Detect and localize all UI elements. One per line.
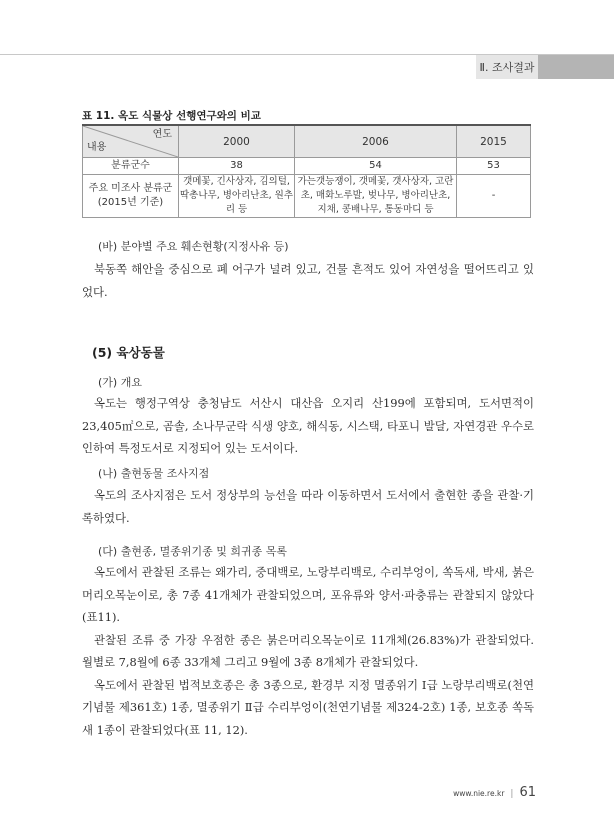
row-label-line: (2015년 기준) [97,197,164,208]
footer-url[interactable]: www.nie.re.kr [453,789,505,798]
footer-separator: | [510,789,514,799]
table-cell: 가는갯능쟁이, 갯메꽃, 갯사상자, 고란초, 매화노루발, 벚나무, 병아리난초, 지채, 콩배나무, 통동마디 등 [295,175,457,218]
subsection-heading: (가) 개요 [98,376,142,389]
table-corner-cell [83,125,179,158]
column-header: 2006 [295,125,457,158]
table-cell: 53 [457,158,531,175]
subsection-heading: (바) 분야별 주요 훼손현황(지정사유 등) [98,240,289,253]
column-header: 2000 [179,125,295,158]
chapter-label: Ⅱ. 조사결과 [476,55,538,79]
header-gray-block [538,55,614,79]
table-cell: 갯메꽃, 긴사상자, 김의털, 딱총나무, 병아리난초, 원추리 등 [179,175,295,218]
paragraph: 북동쪽 해안을 중심으로 폐 어구가 널려 있고, 건물 흔적도 있어 자연성을 떨어뜨리고 있었다. [82,262,534,299]
table-caption: 표 11. 옥도 식물상 선행연구와의 비교 [82,110,261,122]
corner-year-label: 연도 [152,129,172,140]
corner-content-label: 내용 [87,142,107,153]
paragraph: 옥도에서 관찰된 조류는 왜가리, 중대백로, 노랑부리백로, 수리부엉이, 쏙독새, 박새, 붉은머리오목눈이로, 총 7종 41개체가 관찰되었으며, 포유류와 양서·파충류는 관찰되지 않았다(표11). 관찰된 조류 중 가장 우점한 종은 붉은머리오목눈이로 11개체(26.83%)가 관찰되었다. 월별로 7,8월에 6종 33개체 그리고 9월에 3종 8개체가 관찰되었다. 옥도에서 관찰된 법적보호종은 총 3종으로, 환경부 지정 멸종위기 Ⅰ급 노랑부리백로(천연기념물 제361호) 1종, 멸종위기 Ⅱ급 수리부엉이(천연기념물 제324-2호) 1종, 보호종 쏙독새 1종이 관찰되었다(표 11, 12). [82,565,534,737]
row-label: 분류군수 [83,158,179,175]
table-cell: - [457,175,531,218]
page-footer [453,785,536,800]
comparison-table [82,124,531,218]
table-row [83,175,531,218]
row-label-line: 주요 미조사 분류군 [88,183,173,194]
row-label [83,175,179,218]
section-title: (5) 육상동물 [92,345,165,360]
paragraph: 옥도의 조사지점은 도서 정상부의 능선을 따라 이동하면서 도서에서 출현한 종을 관찰·기록하였다. [82,488,534,525]
table-cell: 38 [179,158,295,175]
subsection-heading: (나) 출현동물 조사지점 [98,467,210,480]
page-number: 61 [519,785,536,800]
column-header: 2015 [457,125,531,158]
table-row [83,158,531,175]
subsection-heading: (다) 출현종, 멸종위기종 및 희귀종 목록 [98,545,287,558]
paragraph: 옥도는 행정구역상 충청남도 서산시 대산읍 오지리 산199에 포함되며, 도서면적이 23,405㎡으로, 곰솔, 소나무군락 식생 양호, 해식동, 시스택, 타포니 발달, 자연경관 우수로 인하여 특정도서로 지정되어 있는 도서이다. [82,396,534,455]
table-cell: 54 [295,158,457,175]
